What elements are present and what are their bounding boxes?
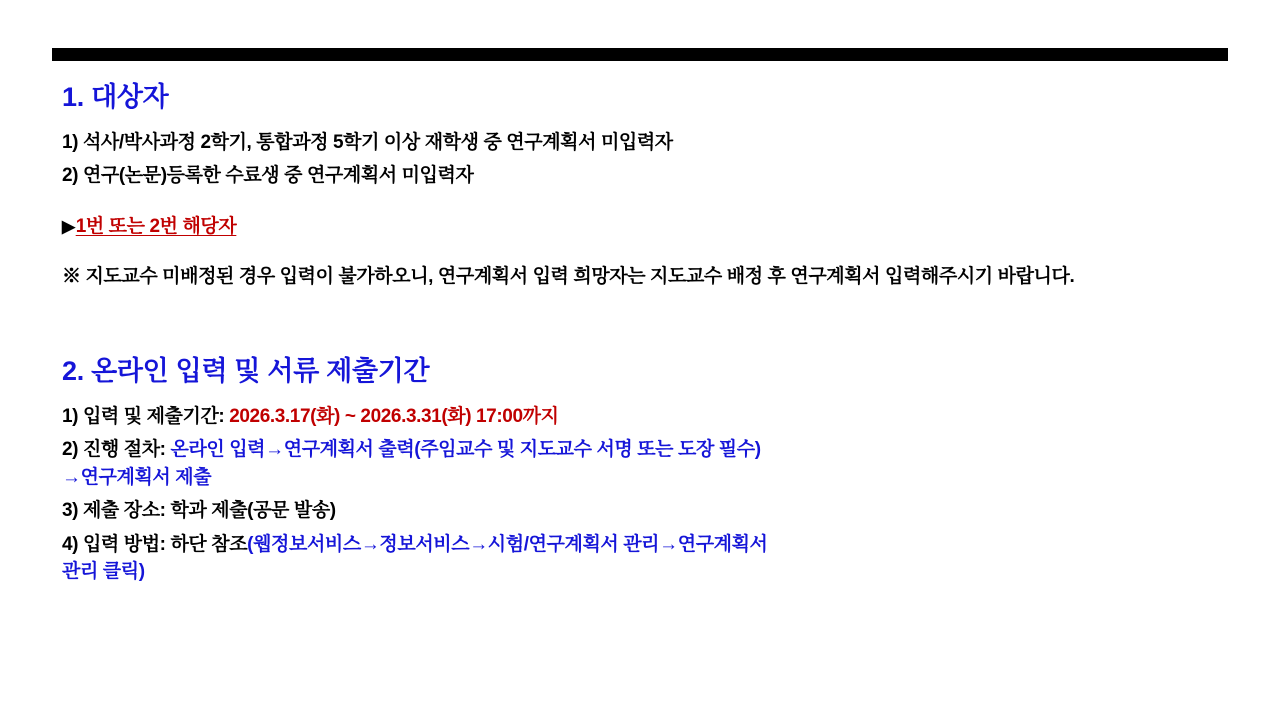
section-2-item-4-value: (웹정보서비스→정보서비스→시험/연구계획서 관리→연구계획서 (247, 533, 768, 555)
document-content (62, 80, 1232, 586)
right-triangle-icon: ▶ (62, 217, 75, 237)
section-2-heading: 2. 온라인 입력 및 서류 제출기간 (62, 355, 430, 386)
section-1-heading: 1. 대상자 (62, 82, 169, 112)
section-1-highlight-text: 1번 또는 2번 해당자 (75, 216, 237, 238)
section-2-item-2-label: 2) 진행 절차: (62, 439, 171, 461)
section-2-item-2 (62, 436, 1232, 491)
section-2-item-4-label: 4) 입력 방법: 하단 참조 (62, 533, 248, 555)
top-divider-bar (52, 48, 1228, 61)
section-2-item-4 (62, 531, 1232, 586)
section-1-note: ※ 지도교수 미배정된 경우 입력이 불가하오니, 연구계획서 입력 희망자는 지도교수 배정 후 연구계획서 입력해주시기 바랍니다. (62, 266, 1075, 288)
section-2-item-3-value: 학과 제출(공문 발송) (170, 500, 336, 522)
section-2-item-1-value: 2026.3.17(화) ~ 2026.3.31(화) 17:00까지 (229, 405, 559, 427)
section-2-item-1-label: 1) 입력 및 제출기간: (62, 405, 230, 427)
section-2-item-1 (62, 403, 1232, 431)
section-2-item-2-value: 온라인 입력→연구계획서 출력(주임교수 및 지도교수 서명 또는 도장 필수) (170, 439, 761, 461)
section-2-item-3 (62, 497, 1232, 525)
section-1-highlight (62, 211, 1232, 238)
section-2-item-4-value-cont: 관리 클릭) (62, 561, 145, 583)
section-2-items (62, 403, 1232, 586)
section-1-items (62, 129, 1232, 189)
section-1-item-1: 1) 석사/박사과정 2학기, 통합과정 5학기 이상 재학생 중 연구계획서 미입력자 (62, 132, 673, 154)
section-2 (62, 354, 1232, 586)
section-2-item-3-label: 3) 제출 장소: (62, 500, 171, 522)
section-1-item-2: 2) 연구(논문)등록한 수료생 중 연구계획서 미입력자 (62, 164, 474, 186)
section-2-item-2-value-cont: →연구계획서 제출 (62, 466, 212, 488)
